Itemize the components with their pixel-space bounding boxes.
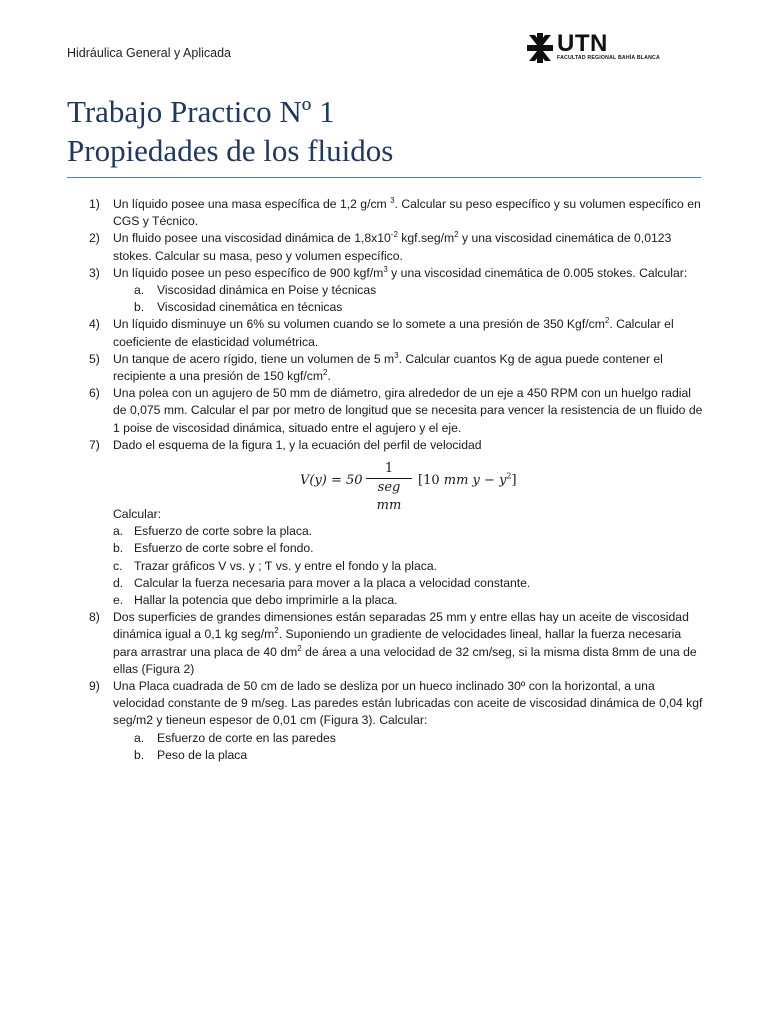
exercise-7-sub-a: a. Esfuerzo de corte sobre la placa. [113, 524, 313, 539]
exercise-5: 5) Un tanque de acero rígido, tiene un volumen de 5 $m^3$. Calcular cuantos Kg de agua puede contener el recipiente a una presión de 150 kgf/$cm^2$. [89, 350, 663, 384]
exercise-number: 9) [89, 679, 100, 694]
utn-emblem-icon [527, 33, 553, 63]
exercise-9-sub-b: b. Peso de la placa [134, 747, 248, 762]
exercise-9-sub-a: a. Esfuerzo de corte en las paredes [134, 730, 336, 745]
exercise-7: 7) Dado el esquema de la figura 1, y la ecuación del perfil de velocidad [67, 437, 707, 454]
exercise-1: 1) Un líquido posee una masa específica de 1,2 g/cm $^3$. Calcular su peso específico y su volumen específico en CGS y Técnico. [89, 195, 701, 229]
equation-fraction: 1 seg mm [364, 460, 414, 515]
exercise-9: 9) Una Placa cuadrada de 50 cm de lado se desliza por un hueco inclinado 30º con la horizontal, a una velocidad constante de 9 m/seg. Las paredes están lubricadas con aceite de viscosidad dinámica de 0,04 kgf seg/m2 y tieneun espesor de 0,01 cm (Figura 3). Calcular: [89, 679, 703, 728]
exercise-7-sub-b: b. Esfuerzo de corte sobre el fondo. [113, 541, 314, 556]
logo-subtext: FACULTAD REGIONAL BAHÍA BLANCA [557, 55, 660, 61]
exercise-number: 7) [89, 437, 100, 452]
calcular-label: Calcular: [113, 507, 162, 522]
exercise-number: 3) [89, 265, 100, 280]
title-divider [67, 177, 701, 178]
utn-logo [527, 30, 687, 67]
exercise-7-sub-d: d. Calcular la fuerza necesaria para mover a la placa a velocidad constante. [113, 575, 531, 590]
exercise-3-sub-b: b. Viscosidad cinemática en técnicas [134, 300, 343, 315]
course-name: Hidráulica General y Aplicada [67, 46, 231, 60]
logo-text: UTN [557, 30, 608, 57]
exercise-4: 4) Un líquido disminuye un 6% su volumen cuando se lo somete a una presión de 350 Kgf/$cm^2$. Calcular el coeficiente de elasticidad volumétrica. [89, 316, 674, 349]
exercise-number: 5) [89, 351, 100, 366]
exercise-8: 8) Dos superficies de grandes dimensiones están separadas 25 mm y entre ellas hay un aceite de viscosidad dinámica igual a 0,1 kg seg/$m^2$. Suponiendo un gradiente de velocidades lineal, hallar la fuerza necesaria para arrastrar una placa de 40 $dm^2$ de área a una velocidad de 32 cm/seg, si la misma dista 8mm de una de ellas (Figura 2) [89, 610, 697, 676]
exercise-3-sub-a: a. Viscosidad dinámica en Poise y técnicas [134, 283, 377, 298]
title-line-2: Propiedades de los fluidos [67, 133, 394, 168]
page-title [67, 92, 393, 170]
exercise-2: 2) Un fluido posee una viscosidad dinámica de $1,8x10^{-2}$ $kgf.seg/m^2$ y una viscosidad cinemática de 0,0123 stokes. Calcular su masa, peso y volumen específico. [89, 230, 672, 263]
exercise-7-sub-e: e. Hallar la potencia que debo imprimirle a la placa. [113, 593, 398, 608]
exercise-list [67, 196, 707, 764]
exercise-number: 4) [89, 317, 100, 332]
velocity-profile-equation: V(y) = 50 1 seg mm [10 mm $y - y^2$] [300, 461, 517, 514]
exercise-number: 2) [89, 231, 100, 246]
exercise-number: 1) [89, 197, 100, 211]
exercise-number: 8) [89, 610, 100, 625]
exercise-7-sub-c: c. Trazar gráficos V vs. y ; Ƭ vs. y entre el fondo y la placa. [113, 558, 437, 573]
exercise-6: 6) Una polea con un agujero de 50 mm de diámetro, gira alrededor de un eje a 450 RPM con un huelgo radial de 0,075 mm. Calcular el par por metro de longitud que se necesita para vencer la resistencia de un fluido de 1 poise de viscosidad dinámica, situado entre el agujero y el eje. [89, 386, 703, 435]
exercise-number: 6) [89, 386, 100, 401]
title-line-1: Trabajo Practico Nº 1 [67, 94, 335, 129]
exercise-3: 3) Un líquido posee un peso específico de 900 kgf/$m^3$ y una viscosidad cinemática de 0.005 stokes. Calcular: [67, 265, 707, 282]
